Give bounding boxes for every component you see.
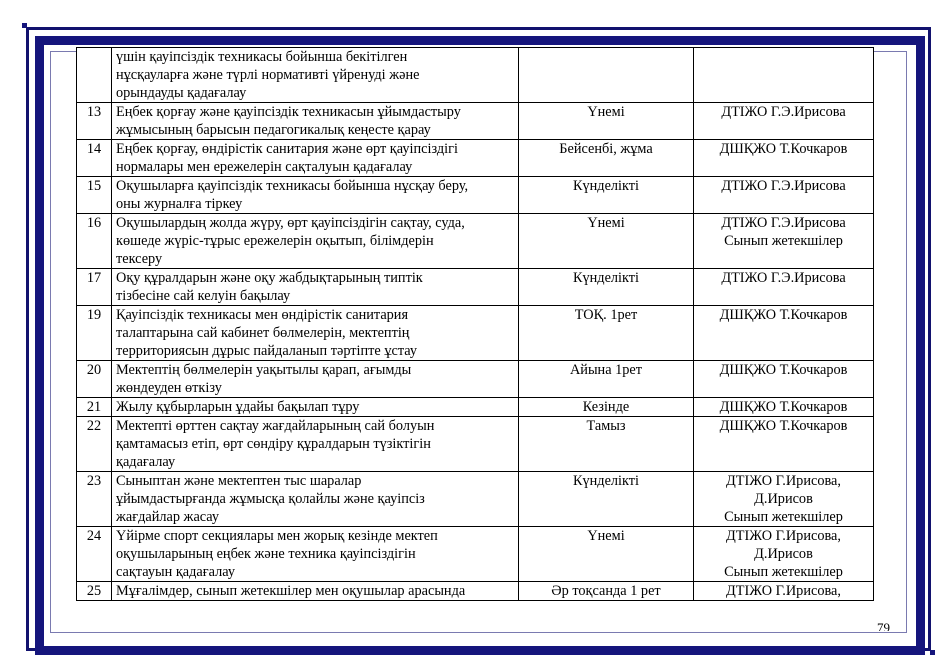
table-row [77, 472, 874, 527]
task-text-line: Мұғалімдер, сынып жетекшілер мен оқушылар арасында [116, 583, 466, 599]
row-number: 16 [77, 214, 112, 269]
table-row [77, 269, 874, 306]
responsible-text-line: ДТІЖО Г.Э.Ирисова [721, 215, 846, 231]
responsible-text-line: ДТІЖО Г.Ирисова, [726, 473, 841, 489]
table-row [77, 417, 874, 472]
task-text-line: нұсқауларға және түрлі нормативті үйренуді және [116, 67, 420, 83]
task-text-line: тексеру [116, 251, 163, 267]
task-text-line: Оқу құралдарын және оқу жабдықтарының типтік [116, 270, 423, 286]
period-cell: Үнемі [519, 527, 694, 582]
task-text-line: орындауды қадағалау [116, 85, 247, 101]
responsible-text-line: Сынып жетекшілер [724, 233, 843, 249]
responsible-text-line: ДШҚЖО Т.Кочкаров [719, 307, 848, 323]
responsible-text-line: Сынып жетекшілер [724, 564, 843, 580]
task-text-line: Еңбек қорғау, өндірістік санитария және өрт қауіпсіздігі [116, 141, 458, 157]
period-cell: Үнемі [519, 103, 694, 140]
task-text-line: сақтауын қадағалау [116, 564, 235, 580]
responsible-cell [694, 140, 874, 177]
task-text-line: оқушыларының еңбек және техника қауіпсіздігін [116, 546, 416, 562]
task-cell [112, 417, 519, 472]
responsible-text-line: ДШҚЖО Т.Кочкаров [719, 141, 848, 157]
period-cell: Кезінде [519, 398, 694, 417]
responsible-cell [694, 177, 874, 214]
table-row [77, 103, 874, 140]
row-number: 24 [77, 527, 112, 582]
responsible-cell [694, 214, 874, 269]
responsible-cell [694, 48, 874, 103]
period-cell: Айына 1рет [519, 361, 694, 398]
task-text-line: Үйірме спорт секциялары мен жорық кезінде мектеп [116, 528, 438, 544]
period-cell: Үнемі [519, 214, 694, 269]
row-number: 25 [77, 582, 112, 601]
period-cell: ТОҚ. 1рет [519, 306, 694, 361]
task-text-line: қадағалау [116, 454, 176, 470]
task-cell [112, 306, 519, 361]
table-row [77, 527, 874, 582]
table-row [77, 177, 874, 214]
task-text-line: Оқушылардың жолда жүру, өрт қауіпсіздігін сақтау, суда, [116, 215, 465, 231]
table-row [77, 140, 874, 177]
task-text-line: қамтамасыз етіп, өрт сөндіру құралдарын түзіктігін [116, 436, 431, 452]
task-text-line: талаптарына сай кабинет бөлмелерін, мектептің [116, 325, 410, 341]
responsible-text-line: ДТІЖО Г.Ирисова, [726, 583, 841, 599]
responsible-cell [694, 582, 874, 601]
row-number: 20 [77, 361, 112, 398]
responsible-text-line: ДШҚЖО Т.Кочкаров [719, 362, 848, 378]
task-text-line: жөндеуден өткізу [116, 380, 222, 396]
row-number: 15 [77, 177, 112, 214]
task-cell [112, 177, 519, 214]
responsible-text-line: ДШҚЖО Т.Кочкаров [719, 418, 848, 434]
task-cell [112, 472, 519, 527]
task-text-line: нормалары мен ережелерін сақталуын қадағалау [116, 159, 413, 175]
responsible-cell [694, 398, 874, 417]
task-text-line: үшін қауіпсіздік техникасы бойынша бекітілген [116, 49, 408, 65]
table-row [77, 398, 874, 417]
responsible-cell [694, 306, 874, 361]
row-number: 17 [77, 269, 112, 306]
row-number: 13 [77, 103, 112, 140]
task-cell [112, 398, 519, 417]
responsible-text-line: ДТІЖО Г.Э.Ирисова [721, 104, 846, 120]
responsible-text-line: Д.Ирисов [754, 491, 813, 507]
period-cell [519, 48, 694, 103]
task-text-line: ұйымдастырғанда жұмысқа қолайлы және қауіпсіз [116, 491, 425, 507]
responsible-cell [694, 472, 874, 527]
row-number [77, 48, 112, 103]
responsible-cell [694, 103, 874, 140]
period-cell: Күнделікті [519, 472, 694, 527]
period-cell: Тамыз [519, 417, 694, 472]
task-text-line: Жылу құбырларын ұдайы бақылап тұру [116, 399, 360, 415]
period-cell: Әр тоқсанда 1 рет [519, 582, 694, 601]
task-cell [112, 103, 519, 140]
responsible-text-line: Д.Ирисов [754, 546, 813, 562]
task-text-line: тізбесіне сай келуін бақылау [116, 288, 291, 304]
task-cell [112, 527, 519, 582]
task-text-line: жағдайлар жасау [116, 509, 220, 525]
row-number: 14 [77, 140, 112, 177]
task-text-line: Мектептің бөлмелерін уақытылы қарап, ағымды [116, 362, 412, 378]
responsible-text-line: ДШҚЖО Т.Кочкаров [719, 399, 848, 415]
task-cell [112, 361, 519, 398]
table-row [77, 361, 874, 398]
table-row [77, 306, 874, 361]
task-text-line: Оқушыларға қауіпсіздік техникасы бойынша нұсқау беру, [116, 178, 469, 194]
responsible-cell [694, 527, 874, 582]
safety-plan-table [76, 47, 874, 601]
responsible-text-line: ДТІЖО Г.Э.Ирисова [721, 178, 846, 194]
task-text-line: Еңбек қорғау және қауіпсіздік техникасын ұйымдастыру [116, 104, 461, 120]
task-cell [112, 140, 519, 177]
task-text-line: Мектепті өрттен сақтау жағдайларының сай болуын [116, 418, 435, 434]
table-body [77, 48, 874, 601]
row-number: 22 [77, 417, 112, 472]
row-number: 23 [77, 472, 112, 527]
table-row [77, 214, 874, 269]
responsible-text-line: ДТІЖО Г.Ирисова, [726, 528, 841, 544]
responsible-cell [694, 269, 874, 306]
page-number: 79 [877, 620, 890, 631]
period-cell: Бейсенбі, жұма [519, 140, 694, 177]
task-text-line: оны журналға тіркеу [116, 196, 243, 212]
period-cell: Күнделікті [519, 269, 694, 306]
table-row [77, 582, 874, 601]
responsible-text-line: Сынып жетекшілер [724, 509, 843, 525]
task-cell [112, 269, 519, 306]
responsible-cell [694, 417, 874, 472]
task-cell [112, 582, 519, 601]
row-number: 19 [77, 306, 112, 361]
task-text-line: көшеде жүріс-тұрыс ережелерін оқытып, білімдерін [116, 233, 434, 249]
task-cell [112, 214, 519, 269]
responsible-cell [694, 361, 874, 398]
task-text-line: жұмысының барысын педагогикалық кеңесте қарау [116, 122, 431, 138]
task-text-line: Қауіпсіздік техникасы мен өндірістік санитария [116, 307, 409, 323]
task-cell [112, 48, 519, 103]
table-row [77, 48, 874, 103]
period-cell: Күнделікті [519, 177, 694, 214]
task-text-line: Сыныптан және мектептен тыс шаралар [116, 473, 362, 489]
row-number: 21 [77, 398, 112, 417]
responsible-text-line: ДТІЖО Г.Э.Ирисова [721, 270, 846, 286]
task-text-line: территориясын дұрыс пайдаланып тәртіпте ұстау [116, 343, 418, 359]
